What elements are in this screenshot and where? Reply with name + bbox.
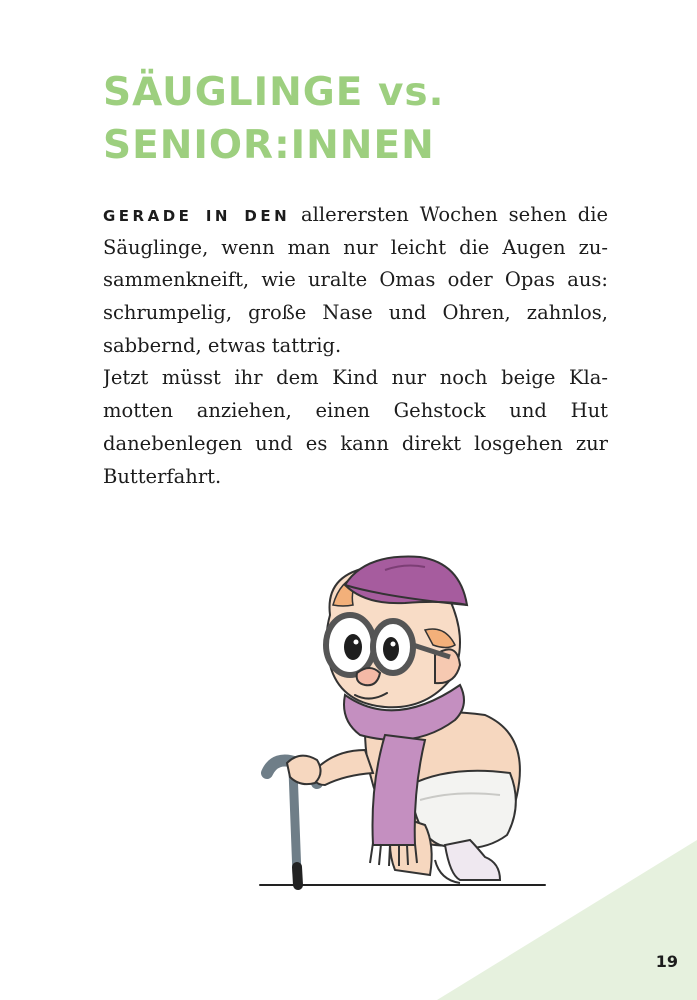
corner-decoration — [437, 840, 697, 1000]
paragraph-line: motten anziehen, einen Gehstock und Hut — [103, 399, 608, 423]
page-number: 19 — [655, 952, 678, 971]
paragraph-line — [103, 199, 608, 232]
page-title — [103, 66, 623, 172]
body-paragraph — [103, 199, 608, 493]
paragraph-line: sabbernd, etwas tattrig. — [103, 333, 342, 357]
paragraph-line-text: allerersten Wochen sehen die — [290, 203, 608, 226]
paragraph-line: Säuglinge, wenn man nur leicht die Augen zu- — [103, 235, 608, 259]
paragraph-line: Jetzt müsst ihr dem Kind nur noch beige Kla- — [103, 366, 608, 390]
title-line-2: SENIOR:INNEN — [103, 123, 435, 168]
paragraph-line: Butterfahrt. — [103, 464, 222, 488]
lead-in-text: GERADE IN DEN — [103, 207, 291, 225]
paragraph-line: sammenkneift, wie uralte Omas oder Opas aus: — [103, 268, 608, 292]
paragraph-line: schrumpelig, große Nase und Ohren, zahnlos, — [103, 301, 608, 325]
title-line-1: SÄUGLINGE vs. — [103, 70, 445, 115]
paragraph-line: danebenlegen und es kann direkt losgehen zur — [103, 431, 608, 455]
